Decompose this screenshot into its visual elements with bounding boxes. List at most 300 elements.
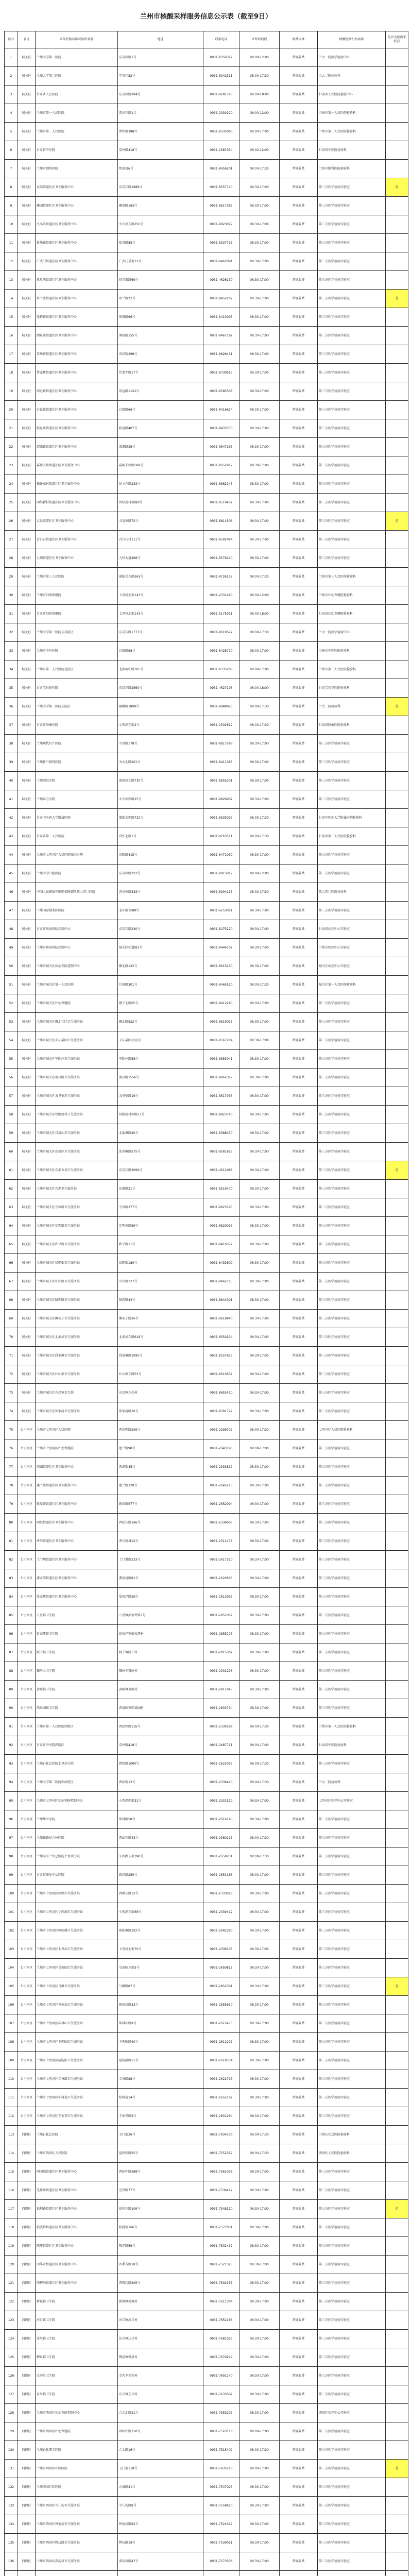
phone-cell: 0931-2331529 <box>203 1792 239 1810</box>
lab-name-cell: 第三方医学检验实验室 <box>318 345 386 364</box>
row-index-cell: 50 <box>5 957 18 976</box>
table-row <box>5 2404 408 2422</box>
table-row <box>5 1606 408 1625</box>
hours-cell: 08:30-17:00 <box>239 2348 280 2367</box>
table-row <box>5 1922 408 1940</box>
lab-name-cell: 甘肃省肿瘤医院检验科 <box>318 716 386 735</box>
site-name-cell: 兰州市城关区高新区卫生服务站 <box>36 1143 118 1161</box>
row-index-cell: 56 <box>5 1069 18 1087</box>
fee-cell: 常规收费 <box>280 1643 318 1662</box>
hours-cell: 08:30-17:00 <box>239 382 280 401</box>
lab-name-cell: 第三方医学检验实验室 <box>318 252 386 271</box>
address-cell: 七里河北街143号 <box>118 605 203 623</box>
address-cell: 东岗东路1777号 <box>118 623 203 642</box>
phone-cell: 0931-2331460 <box>203 586 239 605</box>
fee-cell: 常规收费 <box>280 86 318 104</box>
phone-cell: 0931-2651188 <box>203 1866 239 1885</box>
address-cell: 河口镇河口村 <box>118 2311 203 2330</box>
lab-name-cell: 第三方医学检验实验室 <box>318 1755 386 1773</box>
lab-name-cell: 第三方医学检验实验室 <box>318 2070 386 2089</box>
address-cell: 西湖东路12号 <box>118 1885 203 1903</box>
district-cell: 城关区 <box>18 382 36 401</box>
district-cell: 城关区 <box>18 215 36 234</box>
site-name-cell: 兰州大学第二医院 <box>36 67 118 86</box>
hours-cell: 08:30-17:00 <box>239 252 280 271</box>
table-row <box>5 1810 408 1829</box>
phone-cell: 0931-2622716 <box>203 2070 239 2089</box>
lab-name-cell: 第三方医学检验实验室 <box>318 1588 386 1606</box>
hours-cell: 08:30-17:00 <box>239 735 280 753</box>
row-index-cell: 117 <box>5 2200 18 2218</box>
hours-cell: 08:30-17:00 <box>239 1551 280 1569</box>
lab-name-cell: 第三方医学检验实验室 <box>318 327 386 345</box>
row-index-cell: 72 <box>5 1365 18 1384</box>
address-cell: 北滨河中路305号 <box>118 660 203 679</box>
site-name-cell: 兰州市城关区陇西路卫生服务站 <box>36 1291 118 1310</box>
lab-name-cell: 第三方医学检验实验室 <box>318 271 386 290</box>
newest-flag-cell <box>386 1810 408 1829</box>
row-index-cell: 76 <box>5 1439 18 1458</box>
district-cell: 城关区 <box>18 605 36 623</box>
site-name-cell: 雁园街道社区卫生服务中心 <box>36 197 118 215</box>
phone-cell: 0931-2336702 <box>203 1421 239 1439</box>
lab-name-cell: 第三方医学检验实验室 <box>318 2367 386 2385</box>
fee-cell: 常规收费 <box>280 1773 318 1792</box>
lab-name-cell: 第三方医学检验实验室 <box>318 1959 386 1977</box>
fee-cell: 常规收费 <box>280 2311 318 2330</box>
newest-flag-cell <box>386 494 408 512</box>
newest-flag-cell <box>386 1477 408 1495</box>
address-cell: 五里铺路19号 <box>118 1087 203 1106</box>
district-cell: 七里河区 <box>18 1829 36 1848</box>
hours-cell: 08:00-17:30 <box>239 1848 280 1866</box>
phone-cell: 0931-8853041 <box>203 1050 239 1069</box>
site-name-cell: 黄峪镇卫生院 <box>36 1681 118 1699</box>
district-cell: 七里河区 <box>18 1940 36 1959</box>
row-index-cell: 12 <box>5 252 18 271</box>
phone-cell: 0931-8462091 <box>203 252 239 271</box>
site-name-cell: 兰州市城关区滩尖子卫生服务站 <box>36 1310 118 1328</box>
phone-cell: 0931-4612088 <box>203 1161 239 1180</box>
address-cell: 段家滩路1090号 <box>118 1347 203 1365</box>
newest-flag-cell <box>386 1347 408 1365</box>
address-cell: 王家堡路3号 <box>118 2107 203 2126</box>
lab-name-cell: 第三方医学检验实验室 <box>318 2330 386 2348</box>
phone-cell: 0931-8517033 <box>203 1087 239 1106</box>
site-name-cell: 兰州市城关区第一人民医院 <box>36 976 118 994</box>
fee-cell: 常规收费 <box>280 160 318 178</box>
district-cell: 城关区 <box>18 994 36 1013</box>
fee-cell: 常规收费 <box>280 1198 318 1217</box>
address-cell: 东岗西路222号 <box>118 865 203 883</box>
hours-cell: 08:00-17:00 <box>239 1736 280 1755</box>
site-name-cell: 兰州市西固区人民医院 <box>36 2144 118 2163</box>
row-index-cell: 91 <box>5 1718 18 1736</box>
hours-cell: 08:30-17:00 <box>239 178 280 197</box>
phone-cell: 0931-8557740 <box>203 178 239 197</box>
address-cell: 牌坊路19号 <box>118 2534 203 2552</box>
hours-cell: 08:00-17:00 <box>239 660 280 679</box>
district-cell: 七里河区 <box>18 1569 36 1588</box>
site-name-cell: 皋兰路街道社区卫生服务中心 <box>36 290 118 308</box>
district-cell: 城关区 <box>18 401 36 419</box>
phone-cell: 0931-8557613 <box>203 1347 239 1365</box>
address-cell: 华林山路9号 <box>118 2014 203 2033</box>
table-row <box>5 1402 408 1421</box>
hours-cell: 08:30-17:00 <box>239 1903 280 1922</box>
phone-cell: 0931-8948023 <box>203 698 239 716</box>
site-name-cell: 兰州市肺科医院 <box>36 160 118 178</box>
fee-cell: 常规收费 <box>280 1328 318 1347</box>
district-cell: 城关区 <box>18 1347 36 1365</box>
phone-cell: 0931-8826431 <box>203 345 239 364</box>
row-index-cell: 130 <box>5 2441 18 2460</box>
lab-name-cell: 第三方医学检验实验室 <box>318 494 386 512</box>
address-cell: 滩尖子路26号 <box>118 1310 203 1328</box>
row-index-cell: 114 <box>5 2144 18 2163</box>
fee-cell: 常规收费 <box>280 1217 318 1235</box>
hours-cell: 08:00-17:30 <box>239 1718 280 1736</box>
phone-cell: 0931-7602158 <box>203 2274 239 2293</box>
district-cell: 七里河区 <box>18 1810 36 1829</box>
district-cell: 城关区 <box>18 939 36 957</box>
phone-cell: 0931-8335060 <box>203 123 239 141</box>
table-row <box>5 67 408 86</box>
address-cell: 西站西路116号 <box>118 1718 203 1736</box>
row-index-cell: 37 <box>5 716 18 735</box>
district-cell: 城关区 <box>18 1291 36 1310</box>
lab-name-cell: 第三方医学检验实验室 <box>318 2385 386 2404</box>
phone-cell: 0931-7515402 <box>203 2441 239 2460</box>
site-name-cell: 兰州市七里河区西湖卫生服务站 <box>36 1885 118 1903</box>
site-name-cell: 甘肃省第二人民医院 <box>36 827 118 846</box>
district-cell: 城关区 <box>18 104 36 123</box>
lab-name-cell: 第三方医学检验实验室 <box>318 1328 386 1347</box>
document-title: 兰州市核酸采样服务信息公示表（截至9日） <box>140 12 272 21</box>
lab-name-cell: 第三方医学检验实验室 <box>318 1569 386 1588</box>
table-row <box>5 1940 408 1959</box>
newest-flag-cell <box>386 1087 408 1106</box>
lab-name-cell: 第三方医学检验实验室 <box>318 1458 386 1477</box>
row-index-cell: 105 <box>5 1977 18 1996</box>
hours-cell: 08:30-17:00 <box>239 2014 280 2033</box>
row-index-cell: 42 <box>5 809 18 827</box>
lab-name-cell: 第三方医学检验实验室 <box>318 1514 386 1532</box>
fee-cell: 常规收费 <box>280 2552 318 2571</box>
fee-cell: 常规收费 <box>280 1885 318 1903</box>
phone-cell: 0931-7552312 <box>203 2144 239 2163</box>
address-cell: 临夏路407号 <box>118 419 203 438</box>
lab-name-cell: 第三方医学检验实验室 <box>318 1143 386 1161</box>
hours-cell: 08:30-17:00 <box>239 1477 280 1495</box>
address-cell: 渭源路38号 <box>118 438 203 456</box>
address-cell: 陈坪路59号 <box>118 2237 203 2256</box>
lab-name-cell: 甘肃省人民医院检验中心 <box>318 86 386 104</box>
address-cell: 平凉路178号 <box>118 735 203 753</box>
hours-cell: 08:00-17:30 <box>239 716 280 735</box>
lab-name-cell: 第三方医学检验实验室 <box>318 549 386 568</box>
fee-cell: 常规收费 <box>280 2144 318 2163</box>
newest-flag-cell <box>386 2330 408 2348</box>
district-cell: 城关区 <box>18 679 36 698</box>
district-cell: 城关区 <box>18 902 36 920</box>
row-index-cell: 129 <box>5 2422 18 2441</box>
fee-cell: 常规收费 <box>280 1532 318 1551</box>
lab-name-cell: 第三方医学检验实验室 <box>318 2460 386 2478</box>
table-row <box>5 1365 408 1384</box>
row-index-cell: 88 <box>5 1662 18 1681</box>
table-row <box>5 1421 408 1439</box>
hours-cell: 08:30-17:00 <box>239 1050 280 1069</box>
table-row <box>5 994 408 1013</box>
phone-cell: 0931-7934100 <box>203 2126 239 2144</box>
newest-flag-cell <box>386 1606 408 1625</box>
address-cell: 雁北路522号 <box>118 1013 203 1031</box>
hours-cell: 08:30-17:00 <box>239 1235 280 1254</box>
hours-cell: 08:30-17:00 <box>239 494 280 512</box>
phone-cell: 0931-2620563 <box>203 1569 239 1588</box>
lab-name-cell: 西固区人民医院检验科 <box>318 2144 386 2163</box>
site-name-cell: 西湖街道社区卫生服务中心 <box>36 1458 118 1477</box>
address-cell: 红山根东路53号 <box>118 1365 203 1384</box>
district-cell: 七里河区 <box>18 1792 36 1810</box>
fee-cell: 常规收费 <box>280 1180 318 1198</box>
hours-cell: 08:30-17:00 <box>239 1662 280 1681</box>
hours-cell: 08:30-17:00 <box>239 902 280 920</box>
hours-cell: 08:30-17:00 <box>239 1087 280 1106</box>
district-cell: 西固区 <box>18 2293 36 2311</box>
district-cell: 西固区 <box>18 2256 36 2274</box>
district-cell: 城关区 <box>18 178 36 197</box>
newest-flag-cell <box>386 2404 408 2422</box>
fee-cell: 常规收费 <box>280 2534 318 2552</box>
row-index-cell: 102 <box>5 1922 18 1940</box>
hours-cell: 08:30-17:00 <box>239 1106 280 1124</box>
table-row <box>5 475 408 494</box>
table-row <box>5 531 408 549</box>
site-name-cell: 兰州市城关区天庆嘉园卫生服务站 <box>36 1031 118 1050</box>
address-cell: 拱星墩路69号 <box>118 271 203 290</box>
lab-name-cell: 第三方医学检验实验室 <box>318 2552 386 2571</box>
site-name-cell: 兰州市城关区五里铺卫生服务站 <box>36 1087 118 1106</box>
site-name-cell: 兰州市七里河区华林山卫生服务站 <box>36 2014 118 2033</box>
address-cell: 西津东路1号 <box>118 104 203 123</box>
phone-cell: 0931-2652094 <box>203 1495 239 1514</box>
site-name-cell: 兰州市城关区平凉路卫生服务站 <box>36 1198 118 1217</box>
fee-cell: 常规收费 <box>280 2256 318 2274</box>
table-row <box>5 2441 408 2460</box>
fee-cell: 常规收费 <box>280 2089 318 2107</box>
hours-cell: 08:00-17:30 <box>239 1421 280 1439</box>
table-row <box>5 2385 408 2404</box>
table-row <box>5 2237 408 2256</box>
phone-cell: 0931-8465520 <box>203 976 239 994</box>
fee-cell: 常规收费 <box>280 1699 318 1718</box>
lab-name-cell: 第三方医学检验实验室 <box>318 1495 386 1514</box>
table-row <box>5 1310 408 1328</box>
lab-name-cell: 第三方医学检验实验室 <box>318 1087 386 1106</box>
hours-cell: 08:30-17:00 <box>239 2330 280 2348</box>
row-index-cell: 21 <box>5 419 18 438</box>
phone-cell: 0931-8413095 <box>203 308 239 327</box>
address-cell: 雁滩路1899号 <box>118 698 203 716</box>
phone-cell: 0931-2333018 <box>203 1885 239 1903</box>
newest-flag-cell <box>386 271 408 290</box>
fee-cell: 常规收费 <box>280 1347 318 1365</box>
district-cell: 西固区 <box>18 2552 36 2571</box>
fee-cell: 常规收费 <box>280 494 318 512</box>
hours-cell: 08:30-17:00 <box>239 1217 280 1235</box>
district-cell: 城关区 <box>18 1273 36 1291</box>
row-index-cell: 9 <box>5 197 18 215</box>
site-name-cell: 兰州市七里河区王家堡卫生服务站 <box>36 2107 118 2126</box>
site-name-cell: 甘肃省中医院西院区 <box>36 1736 118 1755</box>
row-index-cell: 45 <box>5 865 18 883</box>
lab-name-cell: 第三方医学检验实验室 <box>318 1885 386 1903</box>
row-index-cell: 92 <box>5 1736 18 1755</box>
newest-flag-cell <box>386 1384 408 1402</box>
row-index-cell: 96 <box>5 1810 18 1829</box>
site-name-cell <box>36 2571 118 2576</box>
phone-cell: 0931-8567204 <box>203 1031 239 1050</box>
lab-name-cell: 第三方医学检验实验室 <box>318 438 386 456</box>
row-index-cell: 71 <box>5 1347 18 1365</box>
address-cell: 火车站西路25号 <box>118 790 203 809</box>
hours-cell: 08:30-17:00 <box>239 1310 280 1328</box>
site-name-cell: 西固城街道社区卫生服务中心 <box>36 2163 118 2181</box>
row-index-cell: 36 <box>5 698 18 716</box>
address-cell: 平凉路377号 <box>118 1198 203 1217</box>
phone-cell: 0931-2339412 <box>203 1903 239 1922</box>
hours-cell: 08:00-17:30 <box>239 1829 280 1848</box>
phone-cell: 0931-8862317 <box>203 1069 239 1087</box>
row-index-cell: 15 <box>5 308 18 327</box>
site-name-cell: 东岗街道社区卫生服务中心 <box>36 178 118 197</box>
phone-cell: 0931-7548210 <box>203 2200 239 2218</box>
district-cell: 城关区 <box>18 494 36 512</box>
newest-flag-cell <box>386 364 408 382</box>
district-cell: 西固区 <box>18 2181 36 2200</box>
phone-cell: 0931-2360125 <box>203 1829 239 1848</box>
lab-name-cell: 第三方医学检验实验室 <box>318 1180 386 1198</box>
lab-name-cell: 兰州市妇幼保健院检验科 <box>318 586 386 605</box>
row-index-cell: 100 <box>5 1885 18 1903</box>
newest-flag-cell <box>386 2237 408 2256</box>
phone-cell: 0931-8823740 <box>203 1106 239 1124</box>
fee-cell: 常规收费 <box>280 809 318 827</box>
lab-name-cell: 第三方医学检验实验室 <box>318 2052 386 2070</box>
address-cell: 西站东路166号 <box>118 1514 203 1532</box>
table-row <box>5 2014 408 2033</box>
address-cell: 东岗西路1号 <box>118 48 203 67</box>
site-name-cell: 青白石街道社区卫生服务中心 <box>36 531 118 549</box>
row-index-cell: 49 <box>5 939 18 957</box>
table-row <box>5 1532 408 1551</box>
fee-cell: 常规收费 <box>280 623 318 642</box>
table-row <box>5 1106 408 1124</box>
site-name-cell: 兰州市城关区南昌路卫生服务站 <box>36 1069 118 1087</box>
newest-flag-cell <box>386 401 408 419</box>
district-cell: 城关区 <box>18 1124 36 1143</box>
fee-cell: 常规收费 <box>280 1477 318 1495</box>
hours-cell: 08:30-17:00 <box>239 327 280 345</box>
newest-flag-cell <box>386 2052 408 2070</box>
row-index-cell: 13 <box>5 271 18 290</box>
lab-name-cell: 兰州市第一人民医院检验科 <box>318 1718 386 1736</box>
row-index-cell: 48 <box>5 920 18 939</box>
table-row <box>5 605 408 623</box>
district-cell: 城关区 <box>18 716 36 735</box>
district-cell: 七里河区 <box>18 2033 36 2052</box>
lab-name-cell: 第三方医学检验实验室 <box>318 1829 386 1848</box>
phone-cell: 0931-7563118 <box>203 2422 239 2441</box>
newest-flag-cell: 是 <box>386 1161 408 1180</box>
site-name-cell: 兰州市城关区白塔山卫生服务站 <box>36 1124 118 1143</box>
district-cell: 城关区 <box>18 1365 36 1384</box>
fee-cell: 常规收费 <box>280 698 318 716</box>
lab-name-cell: 第三方医学检验实验室 <box>318 865 386 883</box>
row-index-cell: 5 <box>5 123 18 141</box>
lab-name-cell: 第三方医学检验实验室 <box>318 2033 386 2052</box>
address-cell: 小西湖西街31号 <box>118 1792 203 1810</box>
fee-cell: 常规收费 <box>280 568 318 586</box>
phone-cell: 0931-8652917 <box>203 456 239 475</box>
phone-cell: 0931-7652186 <box>203 2311 239 2330</box>
row-index-cell: 33 <box>5 642 18 660</box>
lab-name-cell: 第三方医学检验实验室 <box>318 902 386 920</box>
table-row <box>5 104 408 123</box>
fee-cell <box>280 2571 318 2576</box>
district-cell: 城关区 <box>18 252 36 271</box>
site-name-cell: 兰州市城关区妇幼保健院 <box>36 994 118 1013</box>
lab-name-cell: 第三方医学检验实验室 <box>318 1606 386 1625</box>
table-row <box>5 456 408 475</box>
table-row <box>5 2478 408 2497</box>
phone-cell: 0931-8412260 <box>203 994 239 1013</box>
site-name-cell: 兰州市七里河区下西园卫生服务站 <box>36 2033 118 2052</box>
district-cell: 西固区 <box>18 2460 36 2478</box>
table-row <box>5 2348 408 2367</box>
newest-flag-cell: 是 <box>386 178 408 197</box>
address-cell: 西津西路209号 <box>118 1421 203 1439</box>
hours-cell: 08:30-17:00 <box>239 549 280 568</box>
district-cell: 七里河区 <box>18 1848 36 1866</box>
fee-cell: 常规收费 <box>280 1273 318 1291</box>
district-cell: 七里河区 <box>18 1662 36 1681</box>
col-phone-header: 联系电话 <box>203 31 239 48</box>
row-index-cell: 26 <box>5 512 18 531</box>
newest-flag-cell <box>386 772 408 790</box>
newest-flag-cell <box>386 382 408 401</box>
phone-cell: 0931-8619840 <box>203 1310 239 1328</box>
lab-name-cell: 兰州市第二人民医院检验科 <box>318 123 386 141</box>
table-row <box>5 2534 408 2552</box>
table-row <box>5 1625 408 1643</box>
table-row <box>5 716 408 735</box>
row-index-cell: 103 <box>5 1940 18 1959</box>
address-cell <box>118 2571 203 2576</box>
row-index-cell: 67 <box>5 1273 18 1291</box>
district-cell: 城关区 <box>18 586 36 605</box>
address-cell: 秀川新城12号 <box>118 1532 203 1551</box>
phone-cell: 0931-8471039 <box>203 846 239 865</box>
hours-cell: 08:30-17:00 <box>239 1606 280 1625</box>
newest-flag-cell <box>386 438 408 456</box>
site-name-cell: 兰州市七里河区妇幼保健院 <box>36 1439 118 1458</box>
newest-flag-cell <box>386 1273 408 1291</box>
table-row <box>5 1013 408 1031</box>
hours-cell: 08:30-17:00 <box>239 1069 280 1087</box>
